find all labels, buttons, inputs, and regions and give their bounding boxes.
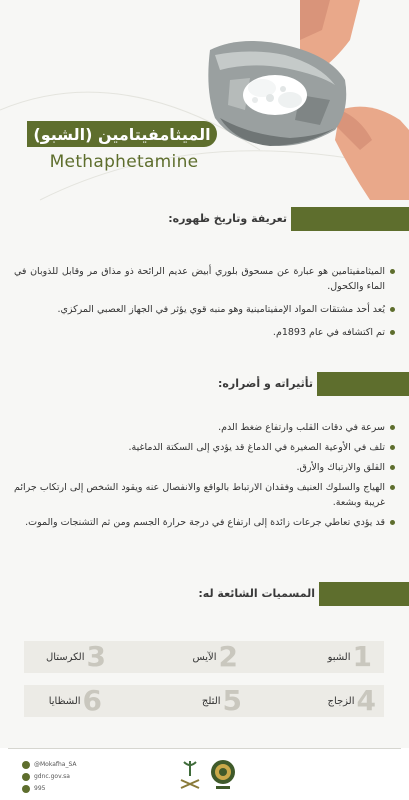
phone-number: 995 — [34, 785, 46, 792]
hands-holding-bag-illustration — [0, 0, 409, 210]
list-item: تم اكتشافه في عام 1893م. — [14, 325, 396, 340]
name-number: 6 — [82, 684, 102, 717]
contact-phone[interactable] — [22, 783, 45, 794]
section-heading-definition: تعريفة وتاريخ ظهوره: — [168, 212, 287, 225]
list-item: سرعة في دقات القلب وارتفاع ضغط الدم. — [14, 420, 396, 435]
list-item: تلف في الأوعية الصغيرة في الدماغ قد يؤدي إلى السكتة الدماغية. — [14, 440, 396, 455]
contact-twitter[interactable] — [22, 759, 77, 770]
globe-icon — [22, 773, 30, 781]
section-bar-names — [319, 582, 409, 606]
name-number: 2 — [218, 640, 238, 673]
name-label: الثلج — [201, 695, 221, 707]
name-item — [325, 685, 376, 717]
page-subtitle-english: Methaphetamine — [49, 152, 199, 172]
saudi-emblem-icon — [175, 758, 205, 792]
hero-illustration — [0, 0, 409, 210]
agency-logo-icon — [208, 757, 238, 791]
definition-list — [14, 264, 396, 340]
footer-divider — [8, 748, 401, 749]
section-heading-names: المسميات الشائعة له: — [198, 587, 315, 600]
names-row-1 — [24, 641, 384, 673]
list-item: الهياج والسلوك العنيف وفقدان الارتباط بالواقع والانفصال عنه ويقود الشخص إلى ارتكاب جرائم غريبة وبشعة. — [14, 480, 396, 510]
bullet-icon — [390, 520, 395, 525]
twitter-handle: @Mokafha_SA — [34, 761, 77, 768]
footer — [0, 748, 409, 800]
bullet-icon — [390, 330, 395, 335]
name-item — [200, 685, 242, 717]
name-number: 5 — [222, 684, 242, 717]
section-bar-effects — [317, 372, 409, 396]
list-item: الميثامفيتامين هو عبارة عن مسحوق بلوري أبيض عديم الرائحة ذو مذاق مر وقابل للذوبان في الماء والكحول. — [14, 264, 396, 294]
names-row-2 — [24, 685, 384, 717]
name-number: 4 — [356, 684, 376, 717]
name-label: الكرستال — [45, 651, 85, 663]
name-item — [191, 641, 239, 673]
name-item — [326, 641, 372, 673]
section-bar-definition — [291, 207, 409, 231]
list-item: يُعد أحد مشتقات المواد الإمفيتامينية وهو منبه قوي يؤثر في الجهاز العصبي المركزي. — [14, 302, 396, 317]
bullet-icon — [390, 445, 395, 450]
list-item: قد يؤدي تعاطي جرعات زائدة إلى ارتفاع في درجة حرارة الجسم ومن ثم التشنجات والموت. — [14, 515, 396, 530]
name-number: 1 — [352, 640, 372, 673]
name-label: الآيس — [192, 651, 217, 663]
twitter-icon — [22, 761, 30, 769]
bullet-icon — [390, 269, 395, 274]
list-item: القلق والارتباك والأرق. — [14, 460, 396, 475]
section-heading-effects: تأثيراته و أضراره: — [217, 377, 313, 390]
name-label: الزجاج — [327, 695, 355, 707]
bullet-icon — [390, 425, 395, 430]
website-url: gdnc.gov.sa — [34, 773, 70, 780]
phone-icon — [22, 785, 30, 793]
contact-website[interactable] — [22, 771, 70, 782]
name-number: 3 — [86, 640, 106, 673]
bullet-icon — [390, 485, 395, 490]
name-label: الشبو — [327, 651, 351, 663]
bullet-icon — [390, 465, 395, 470]
effects-list — [14, 420, 396, 530]
name-item — [44, 641, 106, 673]
name-label: الشظايا — [48, 695, 81, 707]
page-title: الميثامفيتامين (الشبو) — [27, 121, 217, 147]
bullet-icon — [390, 307, 395, 312]
name-item — [47, 685, 102, 717]
